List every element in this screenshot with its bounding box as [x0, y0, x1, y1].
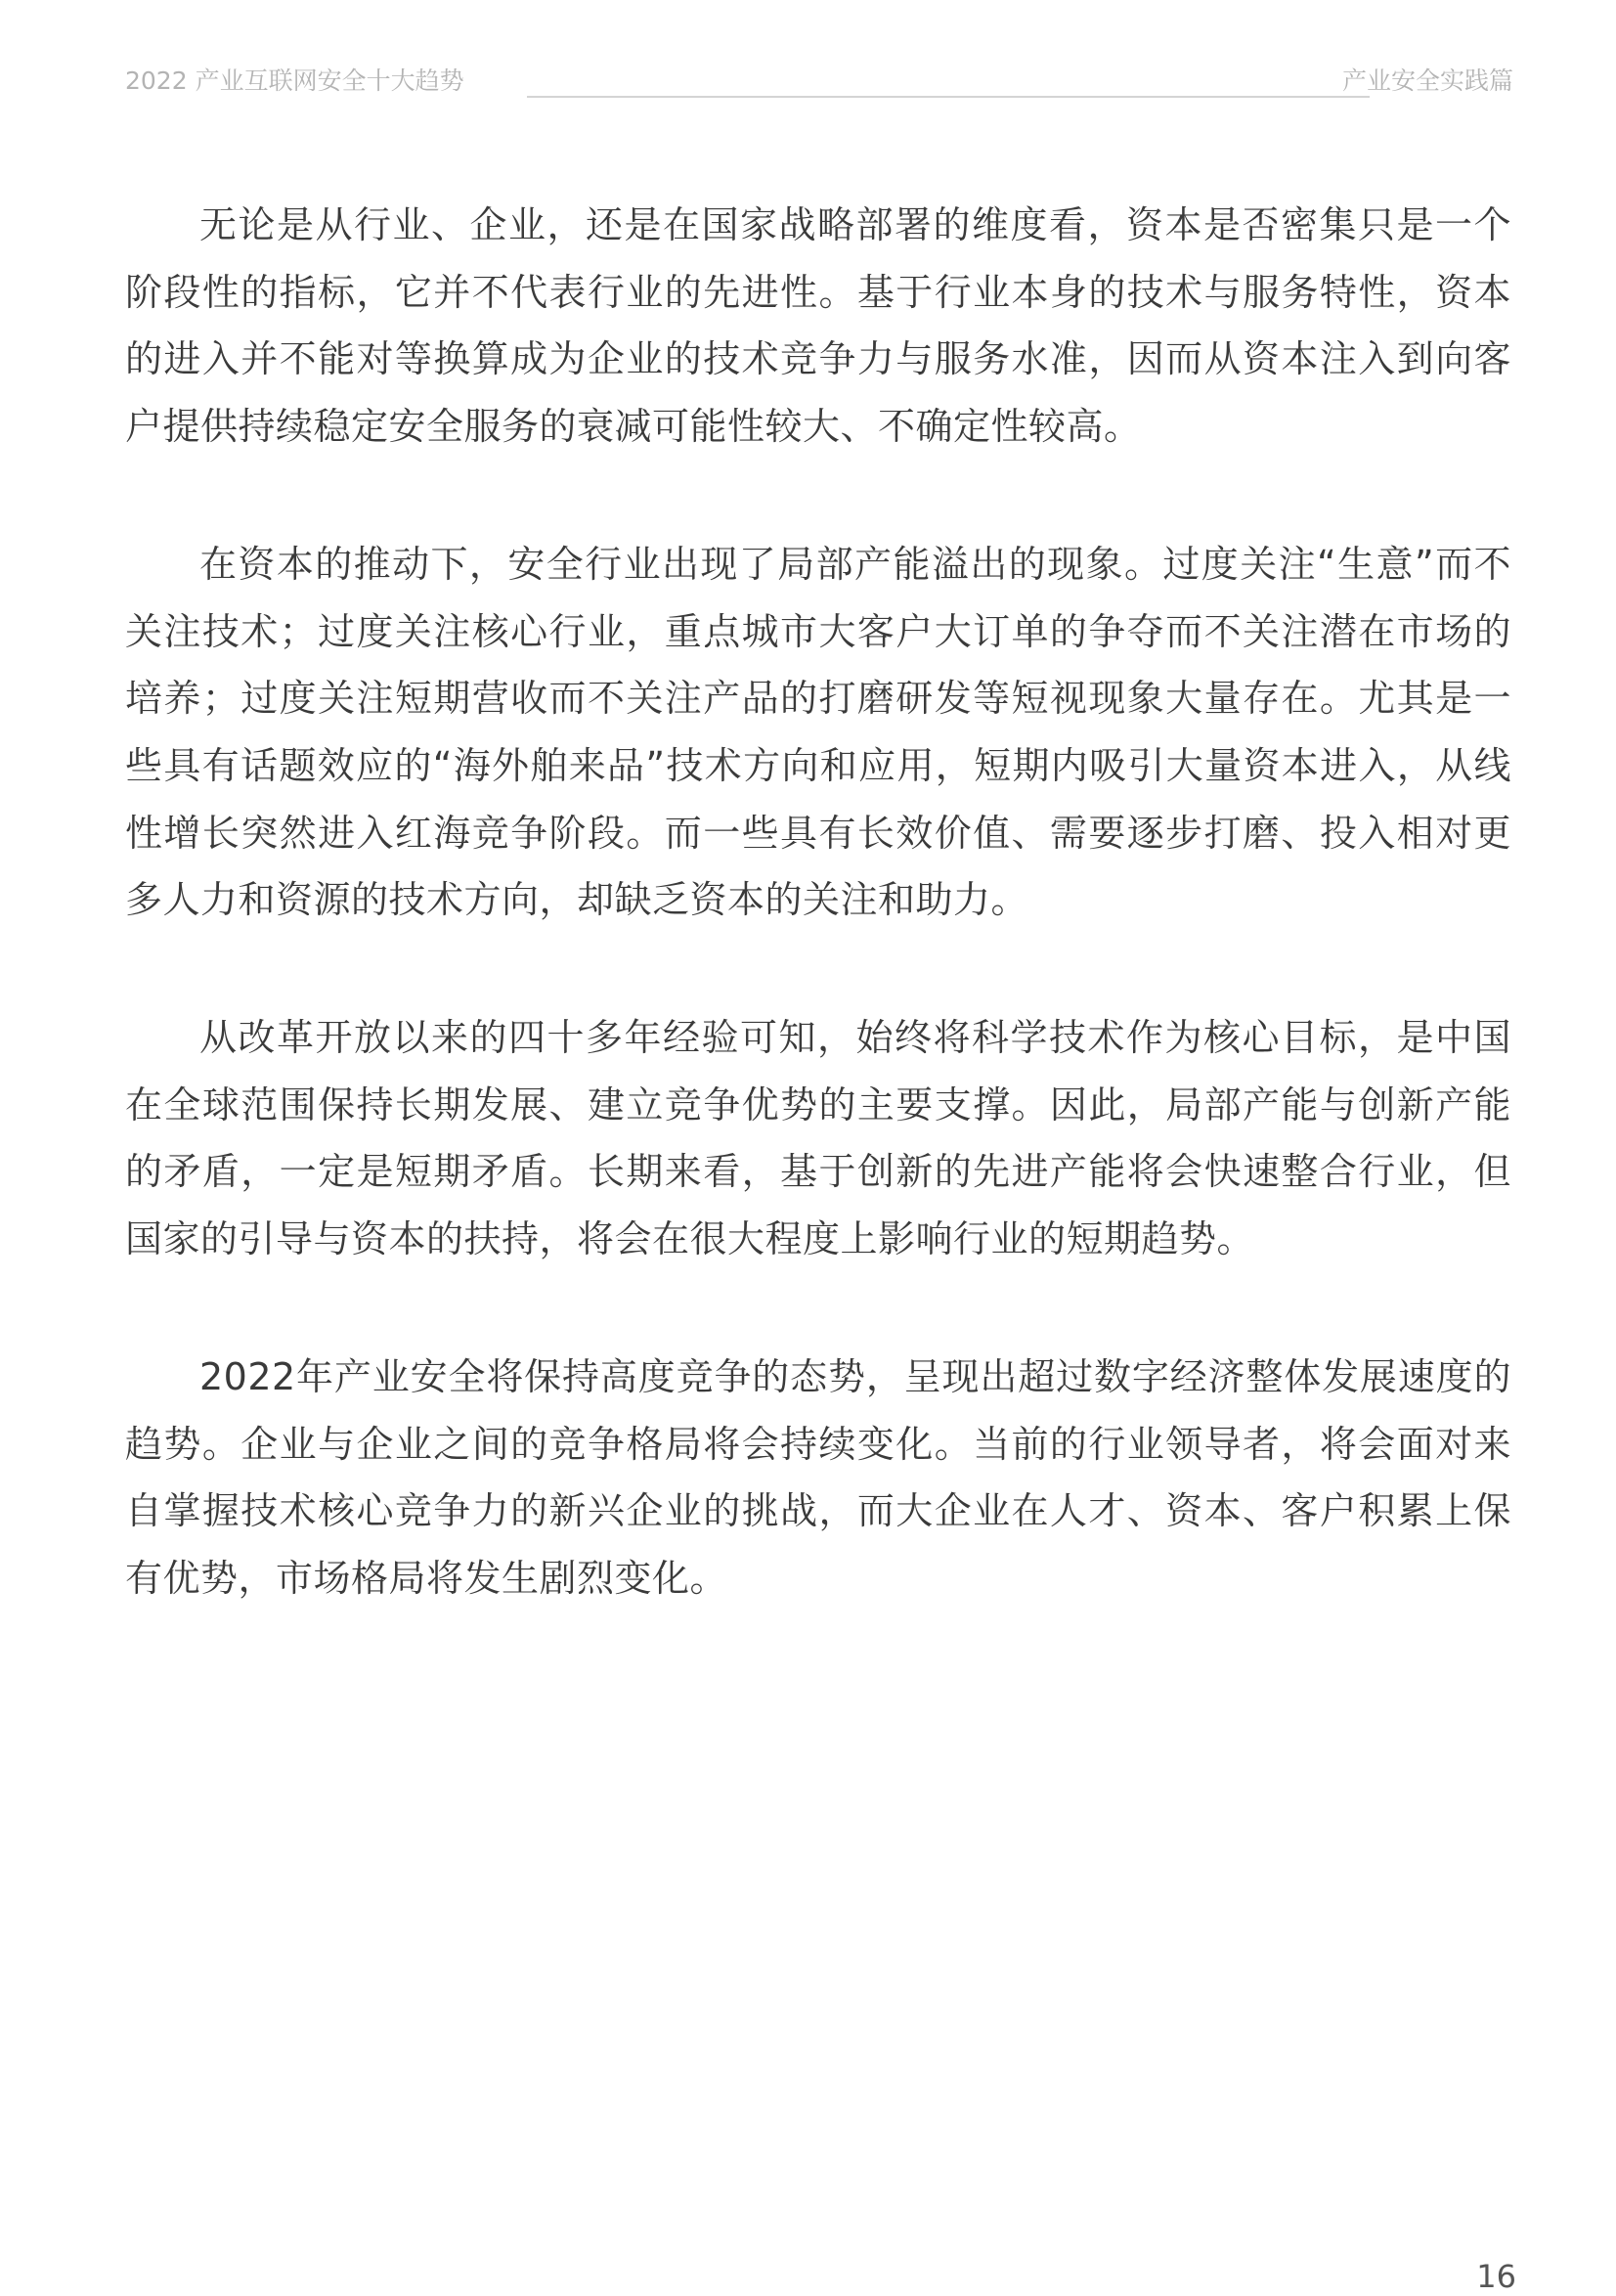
page-number: 16: [1476, 2258, 1516, 2295]
paragraph-2: 在资本的推动下，安全行业出现了局部产能溢出的现象。过度关注“生意”而不关注技术；过度关注核心行业，重点城市大客户大订单的争夺而不关注潜在市场的培养；过度关注短期营收而不关注产品的打磨研发等短视现象大量存在。尤其是一些具有话题效应的“海外舶来品”技术方向和应用，短期内吸引大量资本进入，从线性增长突然进入红海竞争阶段。而一些具有长效价值、需要逐步打磨、投入相对更多人力和资源的技术方向，却缺乏资本的关注和助力。: [125, 542, 1511, 922]
header-document-title: 2022 产业互联网安全十大趋势: [125, 66, 464, 95]
paragraph-4: 2022年产业安全将保持高度竞争的态势，呈现出超过数字经济整体发展速度的趋势。企业与企业之间的竞争格局将会持续变化。当前的行业领导者，将会面对来自掌握技术核心竞争力的新兴企业的挑战，而大企业在人才、资本、客户积累上保有优势，市场格局将发生剧烈变化。: [125, 1354, 1511, 1600]
body-text: [125, 192, 1511, 1683]
paragraph-3: 从改革开放以来的四十多年经验可知，始终将科学技术作为核心目标，是中国在全球范围保持长期发展、建立竞争优势的主要支撑。因此，局部产能与创新产能的矛盾，一定是短期矛盾。长期来看，基于创新的先进产能将会快速整合行业，但国家的引导与资本的扶持，将会在很大程度上影响行业的短期趋势。: [125, 1016, 1511, 1261]
header-section-title: 产业安全实践篇: [1341, 66, 1513, 95]
header-divider: [527, 96, 1370, 98]
page-header: [125, 61, 1513, 102]
paragraph-1: 无论是从行业、企业，还是在国家战略部署的维度看，资本是否密集只是一个阶段性的指标，它并不代表行业的先进性。基于行业本身的技术与服务特性，资本的进入并不能对等换算成为企业的技术竞争力与服务水准，因而从资本注入到向客户提供持续稳定安全服务的衰减可能性较大、不确定性较高。: [125, 203, 1511, 449]
